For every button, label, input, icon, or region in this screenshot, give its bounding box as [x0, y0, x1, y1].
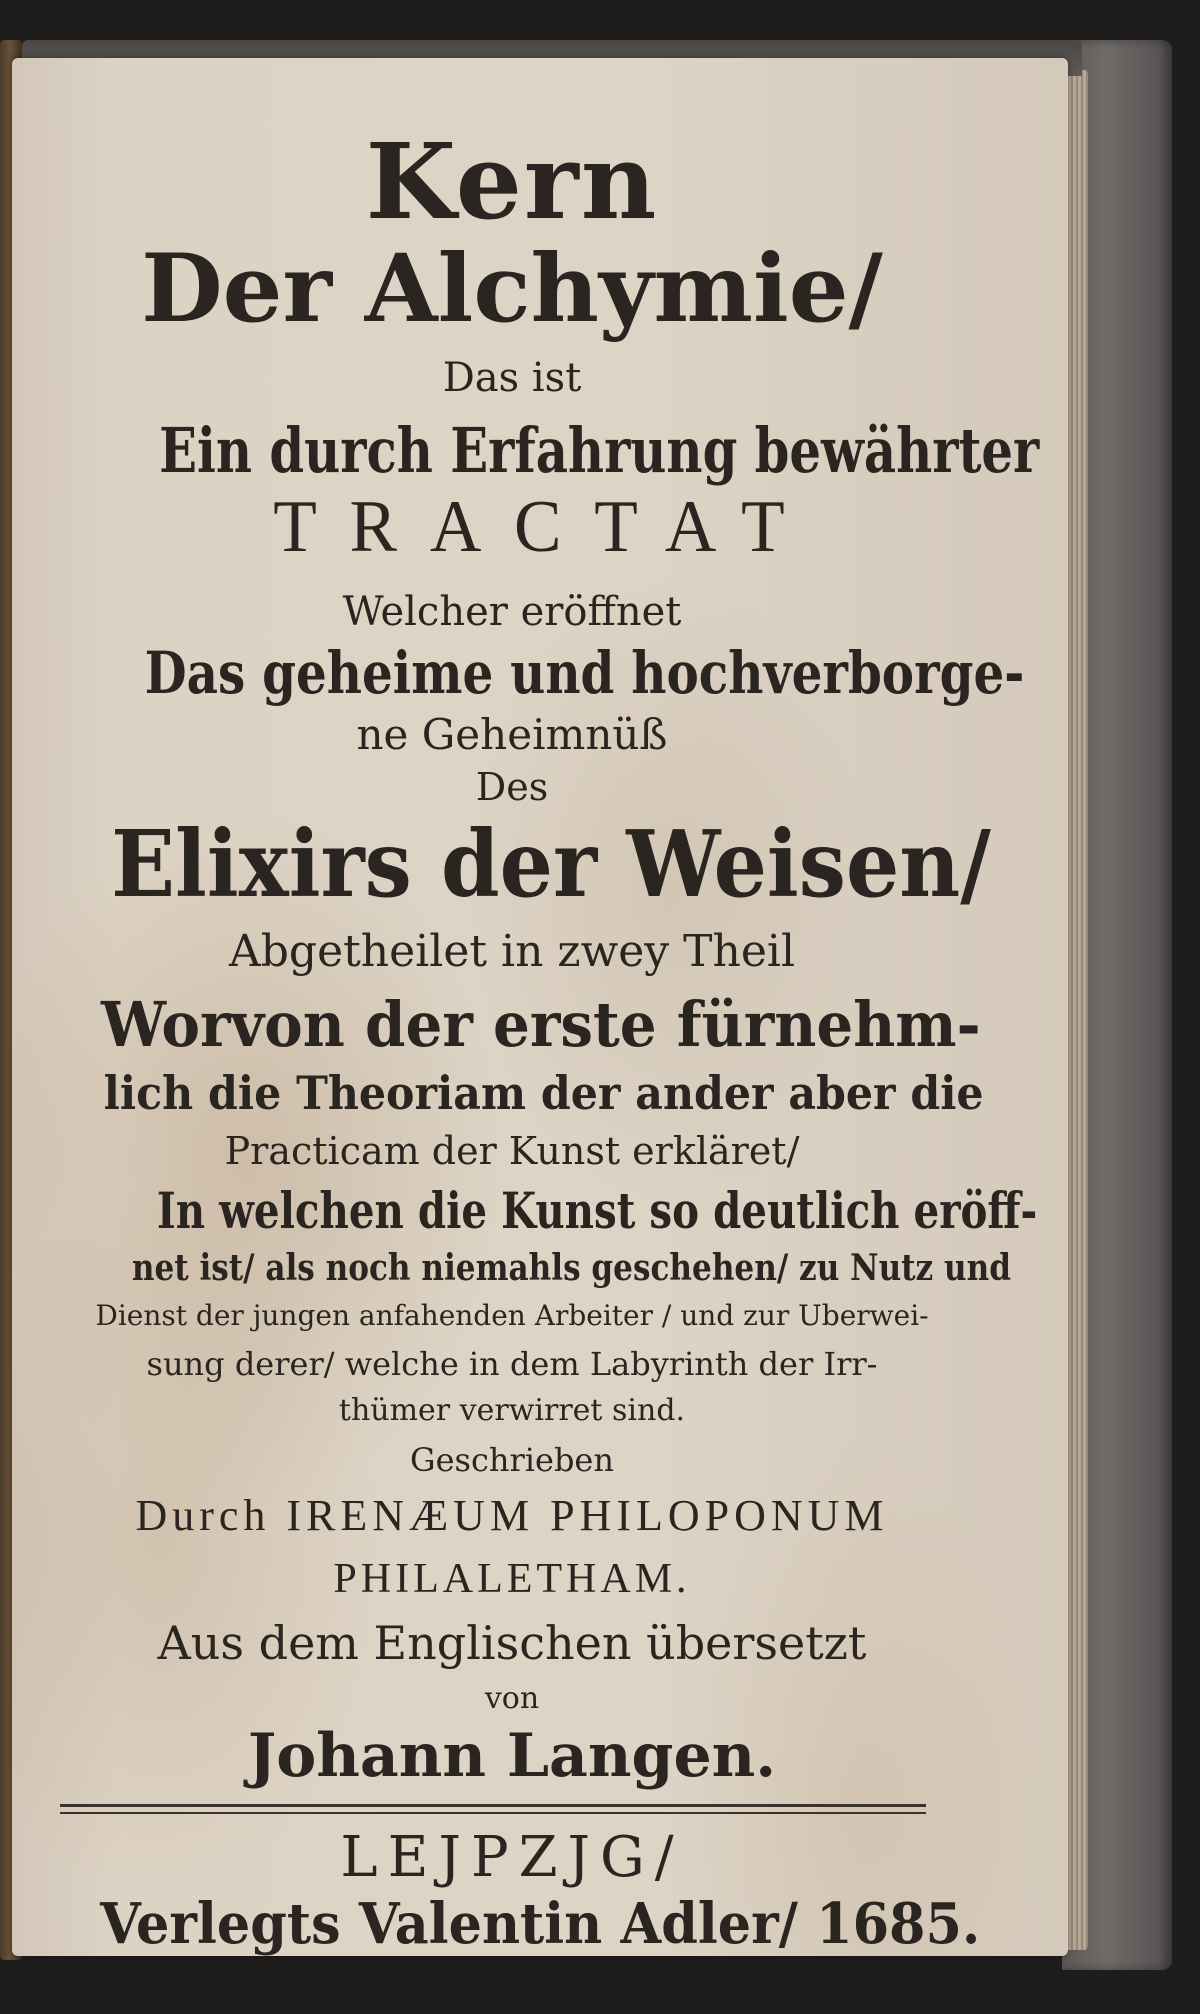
- line-johann-langen: Johann Langen.: [247, 1721, 777, 1791]
- line-ein-durch: Ein durch Erfahrung bewährter: [159, 414, 1040, 487]
- line-aus-dem-englischen: Aus dem Englischen übersetzt: [157, 1616, 867, 1670]
- divider-rule: [60, 1804, 926, 1807]
- title-kern: Kern: [365, 120, 659, 243]
- line-leipzig: LEJPZJG/: [340, 1825, 684, 1890]
- line-net-ist: net ist/ als noch niemahls geschehen/ zu Nutz und: [131, 1247, 1012, 1289]
- line-dienst: Dienst der jungen anfahenden Arbeiter / und zur Uberwei-: [95, 1299, 929, 1332]
- line-tractat: TRACTAT: [273, 486, 818, 568]
- line-practicam: Practicam der Kunst erkläret/: [224, 1129, 800, 1173]
- line-in-welchen: In welchen die Kunst so deutlich eröff-: [156, 1181, 1038, 1240]
- line-worvon: Worvon der erste fürnehm-: [101, 988, 981, 1061]
- line-geschrieben: Geschrieben: [410, 1441, 614, 1479]
- divider-rule-thin: [60, 1812, 926, 1814]
- line-das-ist: Das ist: [442, 355, 582, 401]
- line-das-geheime: Das geheime und hochverborge-: [144, 639, 1025, 707]
- title-der-alchymie: Der Alchymie/: [141, 234, 883, 344]
- line-von: von: [484, 1681, 540, 1716]
- line-verlegts: Verlegts Valentin Adler/ 1685.: [100, 1891, 981, 1957]
- line-durch-irenaeum: Durch IRENÆUM PHILOPONUM: [135, 1491, 889, 1540]
- line-philaletham: PHILALETHAM.: [333, 1556, 691, 1602]
- line-des: Des: [475, 765, 549, 809]
- line-sung-derer: sung derer/ welche in dem Labyrinth der Irr-: [146, 1345, 878, 1383]
- line-welcher: Welcher eröffnet: [342, 589, 682, 635]
- line-thuemer: thümer verwirret sind.: [338, 1393, 686, 1428]
- line-theoriam: lich die Theoriam der ander aber die: [103, 1066, 984, 1120]
- line-abgetheilet: Abgetheilet in zwey Theil: [228, 926, 796, 977]
- line-geheimnuss: ne Geheimnüß: [356, 710, 668, 759]
- title-page: [12, 58, 1068, 1956]
- title-elixirs: Elixirs der Weisen/: [111, 810, 991, 918]
